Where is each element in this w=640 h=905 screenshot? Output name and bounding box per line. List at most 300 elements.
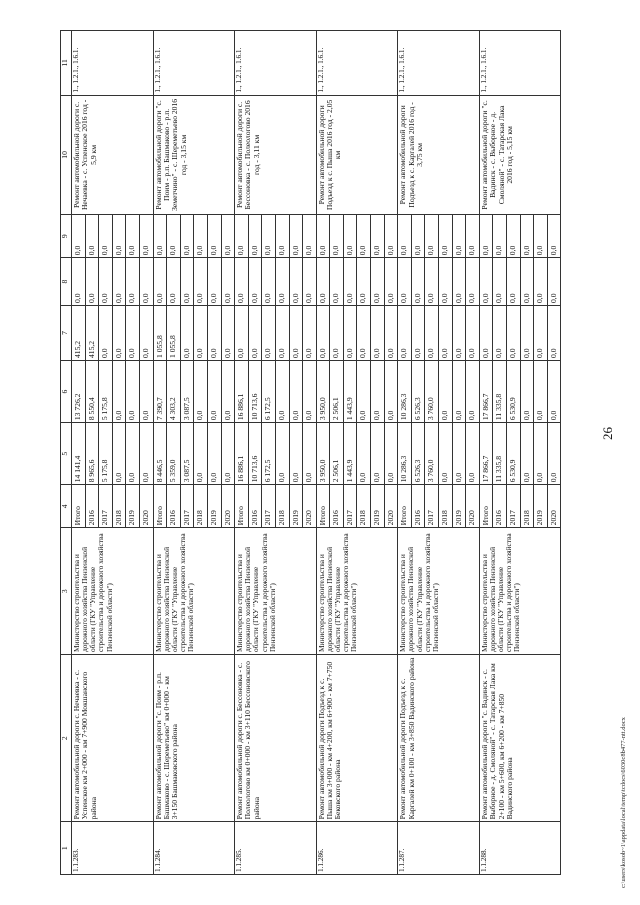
amount-cell: 0,0 (140, 472, 150, 483)
expected-result: Ремонт автомобильной дороги Подъезд к с. Пыша 2016 год - 2,05 км (316, 95, 398, 215)
year-cell: Итого (72, 485, 86, 527)
amount-cell: 11 335,8 (493, 423, 507, 484)
indicator-codes: 1., 1.2.1., 1.6.1. (235, 31, 317, 96)
amount-cell: 0,0 (140, 245, 150, 256)
amount-cell: 0,0 (371, 215, 385, 257)
amount-cell: 6 530,9 (507, 423, 521, 484)
amount-cell: 0,0 (507, 215, 521, 257)
amount-cell: 0,0 (222, 293, 232, 303)
amount-cell: 0,0 (276, 215, 290, 257)
amount-cell: 0,0 (534, 258, 548, 305)
indicator-codes: 1., 1.2.1., 1.6.1. (72, 31, 154, 96)
year-cell: 2017 (507, 485, 521, 527)
amount-cell: 1 443,9 (344, 423, 358, 484)
amount-list (235, 423, 317, 485)
amount-cell: 11 335,8 (493, 361, 507, 422)
amount-cell: 0,0 (385, 410, 395, 421)
amount-cell: 16 886,1 (235, 361, 249, 422)
expected-result: Ремонт автомобильной дороги с. Бессоновка - с. Полеологово 2016 год - 3,11 км (235, 95, 317, 215)
year-cell: 2017 (99, 485, 113, 527)
amount-cell: 0,0 (493, 215, 507, 257)
amount-cell: 0,0 (548, 245, 558, 256)
amount-cell: 2 506,1 (330, 361, 344, 422)
header-row (61, 31, 72, 875)
amount-list (72, 258, 154, 306)
amount-cell: 14 141,4 (72, 423, 86, 484)
row-number: 1.1.288. (479, 822, 561, 875)
amount-list (316, 215, 398, 258)
amount-cell: 0,0 (167, 215, 181, 257)
amount-cell: 0,0 (72, 258, 86, 305)
year-list (153, 485, 235, 528)
amount-list (316, 258, 398, 306)
amount-cell: 0,0 (304, 293, 314, 303)
measure-name: Ремонт автомобильной дороги Подъезд к с. Пыша км 3+000 - км 4+200, км 6+900 - км 7+750 Бековского района (316, 655, 398, 822)
amount-list (398, 258, 480, 306)
amount-cell: 0,0 (548, 410, 558, 421)
table-row (153, 31, 235, 875)
amount-cell: 0,0 (534, 423, 548, 484)
amount-cell: 0,0 (167, 258, 181, 305)
amount-cell: 8 965,6 (86, 423, 100, 484)
amount-cell: 0,0 (304, 245, 314, 256)
amount-cell: 0,0 (453, 306, 467, 360)
amount-list (235, 360, 317, 422)
amount-cell: 0,0 (330, 258, 344, 305)
amount-cell: 0,0 (357, 215, 371, 257)
amount-list (153, 423, 235, 485)
column-header: 9 (61, 215, 72, 258)
year-cell: Итого (235, 485, 249, 527)
amount-cell: 0,0 (126, 215, 140, 257)
amount-cell: 0,0 (317, 215, 331, 257)
column-header: 8 (61, 258, 72, 306)
amount-cell: 10 286,3 (398, 423, 412, 484)
amount-cell: 0,0 (344, 258, 358, 305)
year-cell: 2017 (181, 485, 195, 527)
amount-cell: 3 760,0 (425, 423, 439, 484)
amount-cell: 0,0 (439, 361, 453, 422)
amount-cell: 0,0 (290, 306, 304, 360)
amount-cell: 0,0 (467, 348, 477, 358)
amount-cell: 0,0 (290, 361, 304, 422)
amount-cell: 16 886,1 (235, 423, 249, 484)
amount-cell: 0,0 (113, 423, 127, 484)
expected-result: Ремонт автомобильной дороги Подъезд к с. Каргалей 2016 год - 3,75 км (398, 95, 480, 215)
amount-cell: 0,0 (521, 258, 535, 305)
amount-cell: 0,0 (439, 306, 453, 360)
year-cell: 2018 (194, 485, 208, 527)
amount-cell: 0,0 (317, 258, 331, 305)
amount-list (72, 423, 154, 485)
year-cell: 2019 (453, 485, 467, 527)
column-header: 11 (61, 31, 72, 96)
year-cell: 2018 (521, 485, 535, 527)
amount-cell: 0,0 (425, 306, 439, 360)
amount-cell: 0,0 (222, 245, 232, 256)
amount-cell: 0,0 (385, 472, 395, 483)
amount-cell: 0,0 (276, 258, 290, 305)
year-cell: 2020 (222, 510, 232, 526)
amount-cell: 0,0 (222, 472, 232, 483)
column-header: 1 (61, 822, 72, 875)
amount-cell: 0,0 (439, 258, 453, 305)
amount-cell: 13 726,2 (72, 361, 86, 422)
amount-cell: 0,0 (453, 258, 467, 305)
row-number: 1.1.287. (398, 822, 480, 875)
amount-cell: 0,0 (534, 215, 548, 257)
year-cell: 2016 (86, 485, 100, 527)
year-cell: 2016 (493, 485, 507, 527)
amount-cell: 0,0 (222, 348, 232, 358)
amount-cell: 0,0 (181, 215, 195, 257)
table-row (479, 31, 561, 875)
amount-cell: 0,0 (425, 258, 439, 305)
executor-name: Министерство строительства и дорожного хозяйства Пензенской области (ГКУ "Управление строительства и дорожного хозяйства Пензенской области") (479, 528, 561, 655)
amount-cell: 0,0 (194, 258, 208, 305)
amount-cell: 6 530,9 (507, 361, 521, 422)
amount-list (479, 423, 561, 485)
year-cell: 2019 (290, 485, 304, 527)
amount-cell: 0,0 (493, 306, 507, 360)
amount-cell: 0,0 (140, 293, 150, 303)
year-cell: 2020 (304, 510, 314, 526)
measure-name: Ремонт автомобильной дороги с. Нечаевка - с. Успенское км 2+000 - км 7+900 Мокшанского района (72, 655, 154, 822)
amount-cell: 0,0 (371, 306, 385, 360)
amount-cell: 0,0 (113, 258, 127, 305)
amount-cell: 0,0 (385, 245, 395, 256)
amount-cell: 0,0 (181, 306, 195, 360)
amount-cell: 0,0 (262, 258, 276, 305)
amount-cell: 5 359,0 (167, 423, 181, 484)
amount-cell: 0,0 (548, 348, 558, 358)
column-header: 7 (61, 306, 72, 361)
amount-cell: 0,0 (235, 215, 249, 257)
amount-cell: 0,0 (181, 258, 195, 305)
executor-name: Министерство строительства и дорожного хозяйства Пензенской области (ГКУ "Управление строительства и дорожного хозяйства Пензенской области") (235, 528, 317, 655)
measure-name: Ремонт автомобильной дороги Подъезд к с. Каргалей км 0+100 - км 3+850 Вадинского района (398, 655, 480, 822)
amount-cell: 0,0 (194, 423, 208, 484)
year-cell: 2019 (126, 485, 140, 527)
year-cell: Итого (317, 485, 331, 527)
amount-cell: 0,0 (330, 215, 344, 257)
amount-list (398, 360, 480, 422)
amount-cell: 0,0 (357, 423, 371, 484)
year-cell: 2018 (439, 485, 453, 527)
measure-name: Ремонт автомобильной дороги "с. Поим - р.п. Башмаково - с. Шереметьево" км 0+000 - км 3+150 Башмаковского района (153, 655, 235, 822)
amount-cell: 5 175,8 (99, 361, 113, 422)
amount-list (479, 215, 561, 258)
amount-cell: 0,0 (521, 215, 535, 257)
amount-cell: 0,0 (534, 306, 548, 360)
executor-name: Министерство строительства и дорожного хозяйства Пензенской области (ГКУ "Управление строительства и дорожного хозяйства Пензенской области") (153, 528, 235, 655)
amount-cell: 0,0 (208, 306, 222, 360)
amount-cell: 0,0 (521, 423, 535, 484)
row-number: 1.1.285. (235, 822, 317, 875)
year-cell: 2019 (208, 485, 222, 527)
amount-cell: 0,0 (154, 258, 168, 305)
amount-cell: 0,0 (276, 361, 290, 422)
amount-cell: 10 713,6 (249, 361, 263, 422)
year-cell: 2020 (467, 510, 477, 526)
amount-cell: 0,0 (412, 306, 426, 360)
amount-cell: 0,0 (385, 348, 395, 358)
amount-cell: 4 303,2 (167, 361, 181, 422)
amount-list (479, 306, 561, 361)
amount-cell: 0,0 (304, 472, 314, 483)
amount-cell: 3 087,5 (181, 361, 195, 422)
year-cell: 2020 (140, 510, 150, 526)
amount-list (316, 360, 398, 422)
year-cell: Итого (154, 485, 168, 527)
program-table (60, 30, 561, 875)
column-header: 2 (61, 655, 72, 822)
amount-cell: 0,0 (276, 423, 290, 484)
amount-cell: 0,0 (290, 423, 304, 484)
year-cell: 2020 (385, 510, 395, 526)
year-cell: 2020 (548, 510, 558, 526)
measure-name: Ремонт автомобильной дороги с. Бессоновка - с. Полеологово км 0+000 - км 3+110 Бессоновского района (235, 655, 317, 822)
amount-cell: 0,0 (249, 215, 263, 257)
amount-cell: 0,0 (317, 306, 331, 360)
row-number: 1.1.286. (316, 822, 398, 875)
column-header: 4 (61, 485, 72, 528)
amount-cell: 0,0 (493, 258, 507, 305)
amount-cell: 0,0 (480, 215, 494, 257)
amount-cell: 0,0 (99, 306, 113, 360)
amount-cell: 0,0 (548, 472, 558, 483)
year-cell: Итого (480, 485, 494, 527)
table-row (235, 31, 317, 875)
amount-list (479, 360, 561, 422)
executor-name: Министерство строительства и дорожного хозяйства Пензенской области (ГКУ "Управление строительства и дорожного хозяйства Пензенской области") (72, 528, 154, 655)
amount-cell: 0,0 (344, 306, 358, 360)
table-row (316, 31, 398, 875)
year-cell: 2016 (330, 485, 344, 527)
expected-result: Ремонт автомобильной дороги "с. Поим - р.п. Башмаково - р.п. Земетчино" - с. Шереметьево 2016 год - 3,15 км (153, 95, 235, 215)
amount-cell: 1 055,8 (167, 306, 181, 360)
amount-cell: 10 286,3 (398, 361, 412, 422)
amount-cell: 6 172,5 (262, 423, 276, 484)
year-cell: 2018 (276, 485, 290, 527)
amount-cell: 0,0 (453, 361, 467, 422)
amount-cell: 0,0 (371, 361, 385, 422)
amount-cell: 0,0 (439, 215, 453, 257)
table-row (72, 31, 154, 875)
column-header: 5 (61, 423, 72, 485)
amount-cell: 0,0 (86, 258, 100, 305)
year-cell: 2016 (167, 485, 181, 527)
amount-cell: 0,0 (398, 215, 412, 257)
amount-cell: 0,0 (467, 293, 477, 303)
year-cell: 2017 (425, 485, 439, 527)
amount-cell: 0,0 (208, 215, 222, 257)
amount-cell: 0,0 (208, 361, 222, 422)
indicator-codes: 1., 1.2.1., 1.6.1. (398, 31, 480, 96)
amount-cell: 0,0 (480, 306, 494, 360)
amount-list (72, 306, 154, 361)
amount-cell: 3 950,0 (317, 423, 331, 484)
amount-cell: 0,0 (507, 306, 521, 360)
amount-cell: 0,0 (140, 348, 150, 358)
amount-cell: 0,0 (453, 215, 467, 257)
amount-list (316, 306, 398, 361)
amount-cell: 0,0 (304, 410, 314, 421)
amount-cell: 0,0 (467, 245, 477, 256)
amount-cell: 0,0 (249, 258, 263, 305)
amount-list (398, 215, 480, 258)
amount-cell: 0,0 (398, 306, 412, 360)
amount-cell: 10 713,6 (249, 423, 263, 484)
amount-list (398, 306, 480, 361)
amount-cell: 0,0 (235, 306, 249, 360)
amount-list (235, 258, 317, 306)
page-number: 26 (600, 427, 615, 440)
amount-cell: 0,0 (290, 258, 304, 305)
amount-list (153, 360, 235, 422)
amount-cell: 0,0 (113, 215, 127, 257)
file-path-footer: c:\users\kosob~1\appdata\local\temp\tcdocs\6030c8b477-ntt.docx (620, 717, 627, 888)
expected-result: Ремонт автомобильной дороги с. Нечаевка - с. Успенское 2016 год - 5,9 км (72, 95, 154, 215)
amount-cell: 0,0 (126, 423, 140, 484)
amount-cell: 0,0 (371, 423, 385, 484)
amount-cell: 6 526,3 (412, 423, 426, 484)
amount-cell: 6 172,5 (262, 361, 276, 422)
amount-cell: 0,0 (425, 215, 439, 257)
amount-cell: 0,0 (126, 258, 140, 305)
indicator-codes: 1., 1.2.1., 1.6.1. (316, 31, 398, 96)
amount-cell: 0,0 (344, 215, 358, 257)
executor-name: Министерство строительства и дорожного хозяйства Пензенской области (ГКУ "Управление строительства и дорожного хозяйства Пензенской области") (398, 528, 480, 655)
indicator-codes: 1., 1.2.1., 1.6.1. (479, 31, 561, 96)
amount-list (398, 423, 480, 485)
year-list (479, 485, 561, 528)
amount-cell: 0,0 (126, 361, 140, 422)
amount-cell: 0,0 (385, 293, 395, 303)
measure-name: Ремонт автомобильной дороги "с. Вадинск - с. Выборное - д. Смоляной" - с. Татарская Лака км 2+100 - км 5+600, км 6+200 - км 7+850 Вадинского района (479, 655, 561, 822)
amount-cell: 0,0 (249, 306, 263, 360)
year-cell: 2016 (412, 485, 426, 527)
amount-cell: 0,0 (113, 361, 127, 422)
amount-cell: 0,0 (330, 306, 344, 360)
amount-cell: 0,0 (154, 215, 168, 257)
amount-cell: 0,0 (467, 472, 477, 483)
column-header: 6 (61, 360, 72, 422)
amount-cell: 17 866,7 (480, 423, 494, 484)
amount-cell: 0,0 (521, 306, 535, 360)
amount-cell: 0,0 (262, 306, 276, 360)
indicator-codes: 1., 1.2.1., 1.6.1. (153, 31, 235, 96)
amount-cell: 0,0 (276, 306, 290, 360)
amount-cell: 17 866,7 (480, 361, 494, 422)
amount-cell: 0,0 (99, 215, 113, 257)
amount-cell: 0,0 (194, 361, 208, 422)
rotated-table-container (60, 30, 590, 875)
amount-cell: 0,0 (371, 258, 385, 305)
year-list (235, 485, 317, 528)
executor-name: Министерство строительства и дорожного хозяйства Пензенской области (ГКУ "Управление строительства и дорожного хозяйства Пензенской области") (316, 528, 398, 655)
amount-list (153, 258, 235, 306)
amount-cell: 0,0 (453, 423, 467, 484)
amount-cell: 0,0 (439, 423, 453, 484)
amount-list (479, 258, 561, 306)
expected-result: Ремонт автомобильной дороги "с. Вадинск - с. Выборное - д. Смоляной" - с. Татарская Лака 2016 год - 5,15 км (479, 95, 561, 215)
amount-cell: 3 760,0 (425, 361, 439, 422)
amount-cell: 0,0 (398, 258, 412, 305)
amount-cell: 0,0 (357, 258, 371, 305)
year-list (72, 485, 154, 528)
amount-cell: 3 087,5 (181, 423, 195, 484)
year-cell: 2017 (344, 485, 358, 527)
amount-list (72, 360, 154, 422)
year-cell: 2017 (262, 485, 276, 527)
amount-cell: 8 550,4 (86, 361, 100, 422)
amount-cell: 1 443,9 (344, 361, 358, 422)
amount-list (235, 215, 317, 258)
amount-cell: 0,0 (194, 306, 208, 360)
year-cell: 2019 (371, 485, 385, 527)
year-cell: 2018 (357, 485, 371, 527)
amount-cell: 0,0 (140, 410, 150, 421)
amount-cell: 0,0 (357, 361, 371, 422)
amount-cell: 0,0 (507, 258, 521, 305)
amount-cell: 0,0 (412, 215, 426, 257)
amount-cell: 0,0 (99, 258, 113, 305)
column-header: 10 (61, 95, 72, 215)
amount-cell: 8 446,5 (154, 423, 168, 484)
amount-list (72, 215, 154, 258)
year-cell: 2016 (249, 485, 263, 527)
amount-cell: 0,0 (113, 306, 127, 360)
amount-cell: 0,0 (222, 410, 232, 421)
amount-cell: 0,0 (208, 423, 222, 484)
amount-cell: 0,0 (548, 293, 558, 303)
amount-cell: 0,0 (467, 410, 477, 421)
table-row (398, 31, 480, 875)
amount-cell: 0,0 (290, 215, 304, 257)
amount-cell: 3 950,0 (317, 361, 331, 422)
year-cell: 2019 (534, 485, 548, 527)
amount-cell: 0,0 (208, 258, 222, 305)
amount-cell: 0,0 (357, 306, 371, 360)
row-number: 1.1.284. (153, 822, 235, 875)
amount-list (153, 306, 235, 361)
amount-cell: 0,0 (534, 361, 548, 422)
year-list (398, 485, 480, 528)
year-list (316, 485, 398, 528)
amount-cell: 2 506,1 (330, 423, 344, 484)
amount-cell: 0,0 (72, 215, 86, 257)
amount-cell: 0,0 (262, 215, 276, 257)
amount-list (316, 423, 398, 485)
amount-cell: 0,0 (480, 258, 494, 305)
amount-cell: 0,0 (86, 215, 100, 257)
row-number: 1.1.283. (72, 822, 154, 875)
amount-cell: 1 055,8 (154, 306, 168, 360)
amount-cell: 0,0 (521, 361, 535, 422)
year-cell: 2018 (113, 485, 127, 527)
amount-cell: 415,2 (86, 306, 100, 360)
amount-cell: 0,0 (304, 348, 314, 358)
amount-cell: 0,0 (412, 258, 426, 305)
amount-cell: 5 175,8 (99, 423, 113, 484)
amount-cell: 415,2 (72, 306, 86, 360)
amount-cell: 7 390,7 (154, 361, 168, 422)
amount-cell: 0,0 (235, 258, 249, 305)
amount-cell: 0,0 (194, 215, 208, 257)
amount-cell: 6 526,3 (412, 361, 426, 422)
amount-list (235, 306, 317, 361)
